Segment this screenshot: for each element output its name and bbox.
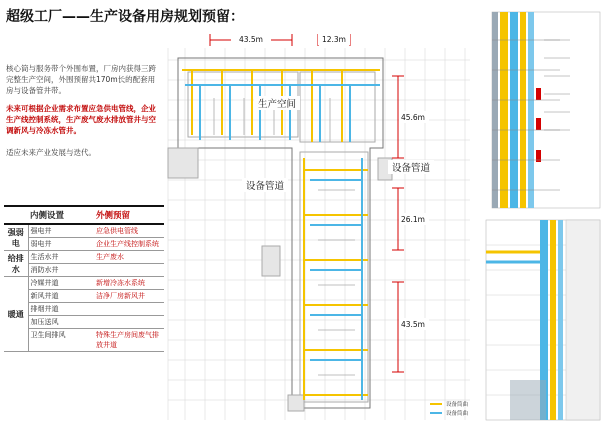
dim-right-2: 26.1m — [400, 215, 426, 224]
category-cell: 强弱电 — [4, 224, 28, 251]
inner-cell: 卫生间排风 — [28, 329, 94, 352]
category-cell: 暖通 — [4, 277, 28, 352]
inner-cell: 强电井 — [28, 224, 94, 238]
header-inner: 内侧设置 — [28, 206, 94, 224]
inner-cell: 生活水井 — [28, 251, 94, 264]
inner-cell: 消防水井 — [28, 264, 94, 277]
header-outer: 外侧预留 — [94, 206, 164, 224]
section-drawing-lower — [486, 220, 600, 420]
inner-cell: 冷媒井道 — [28, 277, 94, 290]
outer-cell: 洁净厂房新风井 — [94, 290, 164, 303]
side-block — [288, 395, 304, 411]
building-outline — [178, 58, 383, 408]
outer-cell: 企业生产线控制系统 — [94, 238, 164, 251]
inner-cell: 加压送风 — [28, 316, 94, 329]
label-shaft-right: 设备管道 — [391, 163, 431, 174]
inner-cell: 新风井道 — [28, 290, 94, 303]
label-shaft-left: 设备管道 — [245, 181, 285, 192]
legend — [430, 400, 469, 417]
side-block — [168, 148, 198, 178]
inner-cell: 排烟井道 — [28, 303, 94, 316]
legend-label-2: 设备筒曲 — [446, 411, 469, 417]
section-drawing — [492, 12, 600, 208]
dim-right-3: 43.5m — [400, 320, 426, 329]
outer-cell: 特殊生产房间废气排放井道 — [94, 329, 164, 352]
outer-cell: 应急供电管线 — [94, 224, 164, 238]
outer-cell: 生产废水 — [94, 251, 164, 264]
closing-paragraph: 适应未来产业发展与迭代。 — [6, 148, 96, 157]
riser-lines — [214, 98, 355, 375]
outer-cell: 新增冷冻水系统 — [94, 277, 164, 290]
highlight-paragraph: 未来可根据企业需求布置应急供电管线，企业生产线控制系统，生产废气废水排放管井与空调新风与冷冻水管井。 — [6, 104, 156, 135]
legend-label-1: 设备筒曲 — [446, 402, 469, 408]
inner-cell: 弱电井 — [28, 238, 94, 251]
label-production: 生产空间 — [257, 99, 297, 110]
intro-paragraph: 核心筒与服务带个外围布置，厂房内获得三跨完整生产空间，外围预留共170m长的配套用房与设备管井带。 — [6, 64, 156, 95]
dim-top-1: 43.5m — [238, 35, 264, 44]
page-title: 超级工厂——生产设备用房规划预留： — [6, 9, 244, 25]
side-block — [262, 246, 280, 276]
dim-top-2: 12.3m — [321, 35, 347, 44]
dim-right-1: 45.6m — [400, 113, 426, 122]
category-cell: 给排水 — [4, 251, 28, 277]
